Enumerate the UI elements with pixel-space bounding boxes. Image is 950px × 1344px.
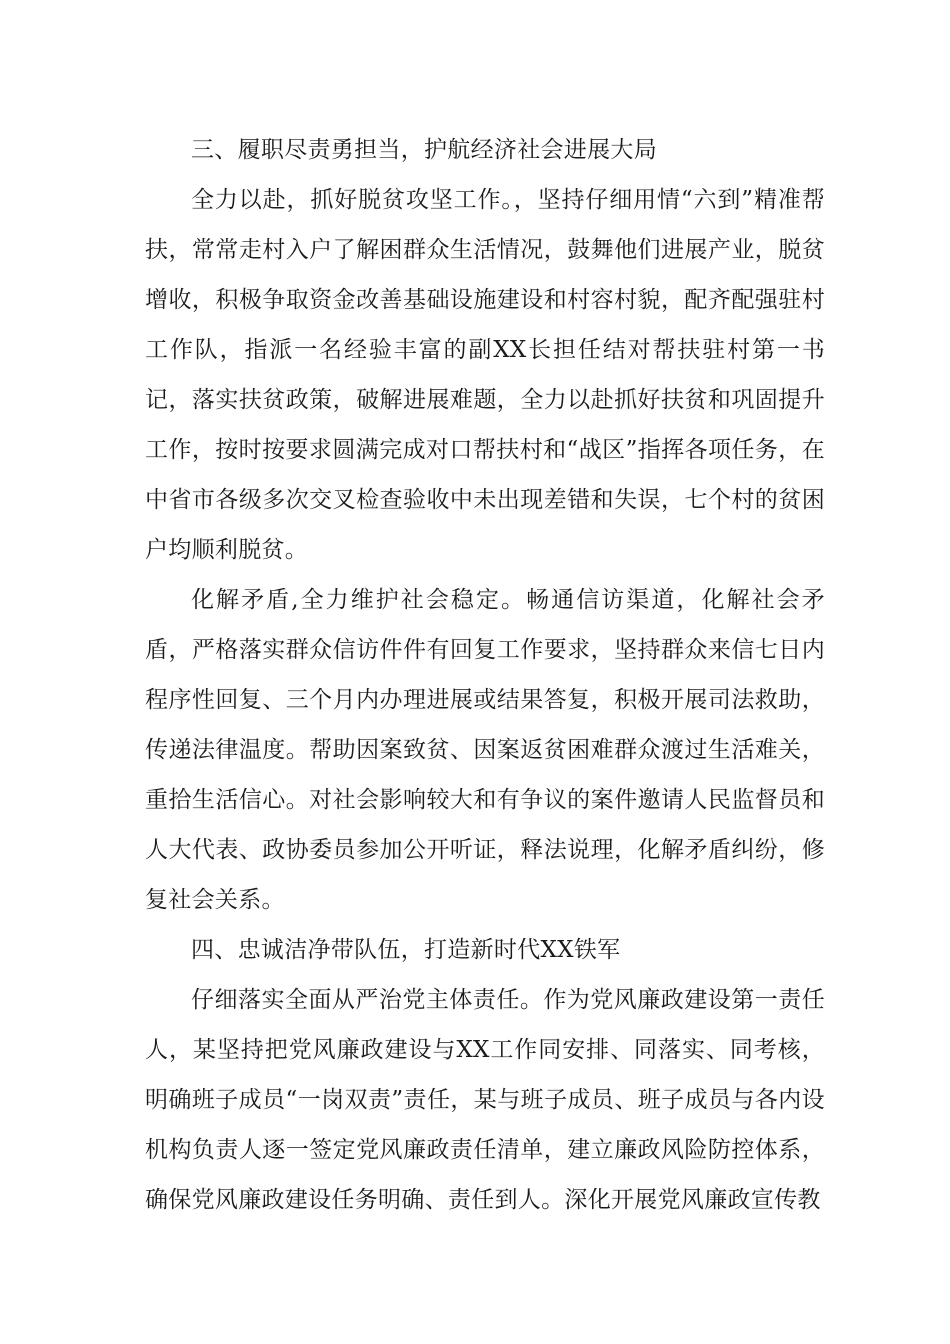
- section-heading-3: 三、履职尽责勇担当，护航经济社会进展大局: [191, 137, 657, 163]
- section-heading-4: 四、忠诚洁净带队伍，打造新时代XX铁军: [191, 937, 621, 963]
- paragraph-poverty-alleviation: 全力以赴，抓好脱贫攻坚工作。，坚持仔细用情“六到”精准帮扶，常常走村入户了解困群众生活情况，鼓舞他们进展产业，脱贫增收，积极争取资金改善基础设施建设和村容村貌，配齐配强驻村工作队，指派一名经验丰富的副XX长担任结对帮扶驻村第一书记，落实扶贫政策，破解进展难题，全力以赴抓好扶贫和巩固提升工作，按时按要求圆满完成对口帮扶村和“战区”指挥各项任务，在中省市各级多次交叉检查验收中未出现差错和失误，七个村的贫困户均顺利脱贫。: [145, 187, 825, 563]
- paragraph-party-discipline: 仔细落实全面从严治党主体责任。作为党风廉政建设第一责任人，某坚持把党风廉政建设与XX工作同安排、同落实、同考核，明确班子成员“一岗双责”责任，某与班子成员、班子成员与各内设机构负责人逐一签定党风廉政责任清单，建立廉政风险防控体系，确保党风廉政建设任务明确、责任到人。深化开展党风廉政宣传教: [145, 987, 825, 1213]
- paragraph-social-stability: 化解矛盾,全力维护社会稳定。畅通信访渠道，化解社会矛盾，严格落实群众信访件件有回复工作要求，坚持群众来信七日内程序性回复、三个月内办理进展或结果答复，积极开展司法救助，传递法律温度。帮助因案致贫、因案返贫困难群众渡过生活难关，重拾生活信心。对社会影响较大和有争议的案件邀请人民监督员和人大代表、政协委员参加公开听证，释法说理，化解矛盾纠纷，修复社会关系。: [145, 587, 825, 913]
- document-body: [145, 125, 825, 1225]
